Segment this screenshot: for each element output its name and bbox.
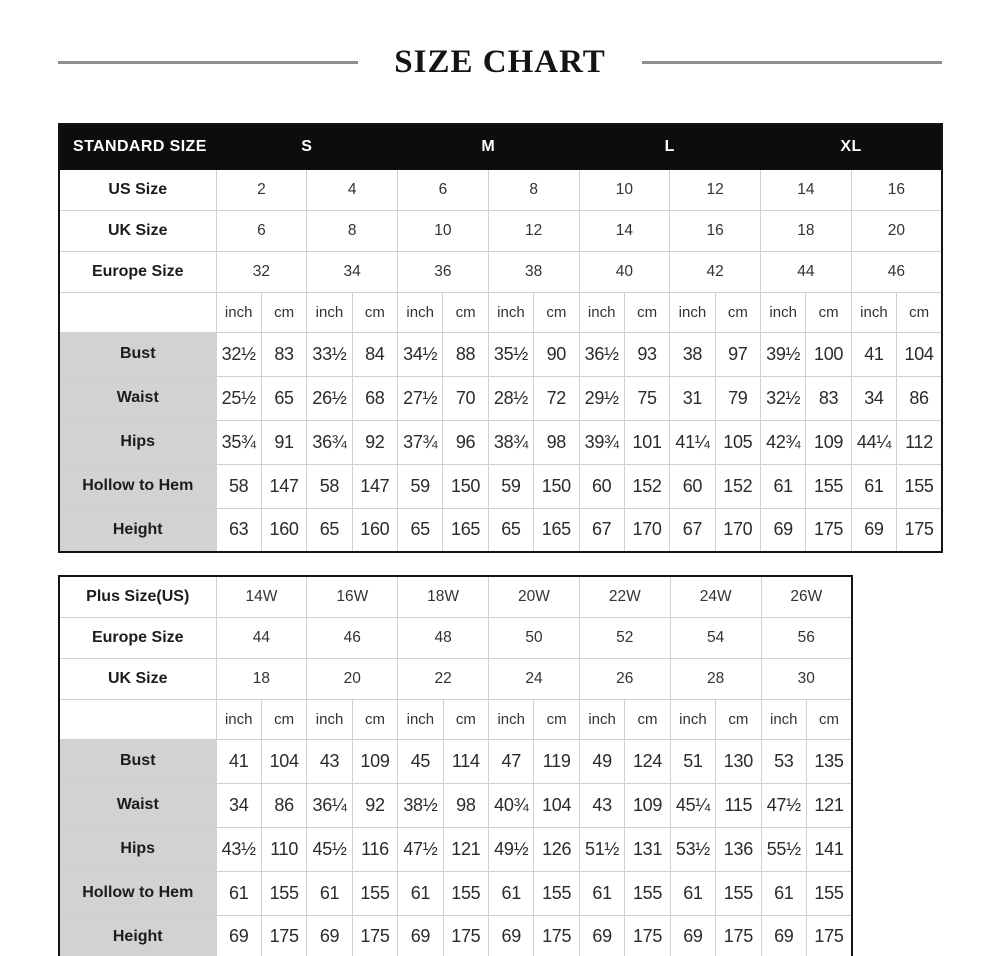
waist-value-cm: 86 <box>261 783 306 827</box>
europe-size-value: 56 <box>761 617 852 658</box>
waist-value-cm: 86 <box>897 376 942 420</box>
height-value-inch: 69 <box>489 915 534 956</box>
unit-label-cm: cm <box>261 292 306 332</box>
height-value-inch: 65 <box>307 508 352 552</box>
height-value-cm: 175 <box>897 508 942 552</box>
row-label-height: Height <box>59 508 216 552</box>
row-label-plus-size-us: Plus Size(US) <box>59 576 216 617</box>
waist-value-inch: 47½ <box>761 783 806 827</box>
hips-value-inch: 53½ <box>670 827 715 871</box>
row-label-bust: Bust <box>59 739 216 783</box>
hips-value-cm: 112 <box>897 420 942 464</box>
row-bust <box>59 332 942 376</box>
hips-value-inch: 44¼ <box>851 420 896 464</box>
title-rule-right <box>642 61 942 64</box>
row-label-us-size: US Size <box>59 169 216 210</box>
hips-value-cm: 105 <box>715 420 760 464</box>
us-size-value: 12 <box>670 169 761 210</box>
row-label-hips: Hips <box>59 420 216 464</box>
unit-label-inch: inch <box>670 292 715 332</box>
hollow-to-hem-value-inch: 61 <box>761 871 806 915</box>
hollow-to-hem-value-cm: 150 <box>443 464 488 508</box>
unit-label-inch: inch <box>398 699 443 739</box>
hips-value-cm: 96 <box>443 420 488 464</box>
hips-value-inch: 49½ <box>489 827 534 871</box>
unit-label-cm: cm <box>352 292 397 332</box>
hips-value-cm: 126 <box>534 827 579 871</box>
waist-value-cm: 115 <box>716 783 761 827</box>
unit-label-cm: cm <box>624 292 669 332</box>
unit-label-inch: inch <box>761 292 806 332</box>
unit-label-inch: inch <box>307 292 352 332</box>
waist-value-inch: 25½ <box>216 376 261 420</box>
unit-label-inch: inch <box>307 699 352 739</box>
height-value-cm: 175 <box>806 508 851 552</box>
hollow-to-hem-value-inch: 61 <box>307 871 352 915</box>
plus-size-us-value: 20W <box>489 576 580 617</box>
bust-value-cm: 130 <box>716 739 761 783</box>
row-label-uk-size: UK Size <box>59 210 216 251</box>
height-value-cm: 160 <box>261 508 306 552</box>
waist-value-inch: 32½ <box>761 376 806 420</box>
waist-value-cm: 75 <box>624 376 669 420</box>
bust-value-inch: 41 <box>851 332 896 376</box>
hips-value-inch: 51½ <box>579 827 624 871</box>
row-label-hollow-to-hem: Hollow to Hem <box>59 871 216 915</box>
waist-value-inch: 26½ <box>307 376 352 420</box>
height-value-inch: 65 <box>488 508 533 552</box>
hollow-to-hem-value-inch: 60 <box>670 464 715 508</box>
bust-value-inch: 45 <box>398 739 443 783</box>
bust-value-cm: 88 <box>443 332 488 376</box>
unit-label-inch: inch <box>489 699 534 739</box>
hips-value-inch: 55½ <box>761 827 806 871</box>
hollow-to-hem-value-cm: 155 <box>443 871 488 915</box>
uk-size-value: 24 <box>489 658 580 699</box>
unit-label-inch: inch <box>216 699 261 739</box>
height-value-inch: 69 <box>851 508 896 552</box>
height-value-cm: 170 <box>715 508 760 552</box>
bust-value-inch: 43 <box>307 739 352 783</box>
bust-value-cm: 100 <box>806 332 851 376</box>
row-height <box>59 915 852 956</box>
europe-size-value: 38 <box>488 251 579 292</box>
size-group-m: M <box>398 124 580 169</box>
bust-value-inch: 49 <box>579 739 624 783</box>
bust-value-cm: 93 <box>624 332 669 376</box>
bust-value-cm: 90 <box>534 332 579 376</box>
hollow-to-hem-value-inch: 59 <box>398 464 443 508</box>
us-size-value: 16 <box>851 169 942 210</box>
europe-size-value: 54 <box>670 617 761 658</box>
unit-label-cm: cm <box>443 699 488 739</box>
unit-label-inch: inch <box>216 292 261 332</box>
hollow-to-hem-value-inch: 61 <box>851 464 896 508</box>
waist-value-inch: 27½ <box>398 376 443 420</box>
waist-value-cm: 72 <box>534 376 579 420</box>
uk-size-value: 20 <box>851 210 942 251</box>
hollow-to-hem-value-cm: 155 <box>625 871 670 915</box>
bust-value-inch: 34½ <box>398 332 443 376</box>
hips-value-inch: 43½ <box>216 827 261 871</box>
uk-size-value: 18 <box>216 658 307 699</box>
waist-value-inch: 31 <box>670 376 715 420</box>
hips-value-cm: 98 <box>534 420 579 464</box>
uk-size-value: 30 <box>761 658 852 699</box>
row-hips <box>59 827 852 871</box>
bust-value-inch: 41 <box>216 739 261 783</box>
uk-size-value: 16 <box>670 210 761 251</box>
row-us-size <box>59 169 942 210</box>
row-uk-size <box>59 658 852 699</box>
waist-value-inch: 43 <box>579 783 624 827</box>
bust-value-inch: 47 <box>489 739 534 783</box>
row-label-waist: Waist <box>59 783 216 827</box>
hollow-to-hem-value-cm: 155 <box>806 871 852 915</box>
size-group-xl: XL <box>761 124 943 169</box>
hollow-to-hem-value-inch: 58 <box>216 464 261 508</box>
europe-size-value: 52 <box>579 617 670 658</box>
uk-size-value: 26 <box>579 658 670 699</box>
row-uk-size <box>59 210 942 251</box>
hollow-to-hem-value-inch: 61 <box>216 871 261 915</box>
bust-value-inch: 39½ <box>761 332 806 376</box>
hips-value-inch: 41¼ <box>670 420 715 464</box>
height-value-inch: 69 <box>670 915 715 956</box>
header-cell-standard-size: STANDARD SIZE <box>59 124 216 169</box>
height-value-inch: 69 <box>761 915 806 956</box>
unit-label-cm: cm <box>625 699 670 739</box>
bust-value-inch: 53 <box>761 739 806 783</box>
height-value-cm: 175 <box>443 915 488 956</box>
uk-size-value: 18 <box>761 210 852 251</box>
hollow-to-hem-value-cm: 152 <box>715 464 760 508</box>
hips-value-cm: 101 <box>624 420 669 464</box>
height-value-cm: 170 <box>624 508 669 552</box>
bust-value-cm: 97 <box>715 332 760 376</box>
waist-value-cm: 65 <box>261 376 306 420</box>
us-size-value: 8 <box>488 169 579 210</box>
unit-label-cm: cm <box>261 699 306 739</box>
uk-size-value: 8 <box>307 210 398 251</box>
hollow-to-hem-value-cm: 155 <box>261 871 306 915</box>
hips-value-inch: 47½ <box>398 827 443 871</box>
plus-size-us-value: 26W <box>761 576 852 617</box>
waist-value-cm: 83 <box>806 376 851 420</box>
height-value-inch: 69 <box>579 915 624 956</box>
row-hollow-to-hem <box>59 464 942 508</box>
unit-label-cm: cm <box>716 699 761 739</box>
us-size-value: 10 <box>579 169 670 210</box>
europe-size-value: 44 <box>761 251 852 292</box>
europe-size-value: 46 <box>851 251 942 292</box>
row-label-height: Height <box>59 915 216 956</box>
bust-value-inch: 32½ <box>216 332 261 376</box>
plus-size-us-value: 16W <box>307 576 398 617</box>
waist-value-inch: 40¾ <box>489 783 534 827</box>
europe-size-value: 40 <box>579 251 670 292</box>
waist-value-cm: 70 <box>443 376 488 420</box>
hips-value-cm: 110 <box>261 827 306 871</box>
unit-row-label-empty <box>59 292 216 332</box>
height-value-inch: 69 <box>761 508 806 552</box>
row-waist <box>59 783 852 827</box>
table-header-row <box>59 124 942 169</box>
unit-label-inch: inch <box>579 292 624 332</box>
hollow-to-hem-value-inch: 59 <box>488 464 533 508</box>
us-size-value: 4 <box>307 169 398 210</box>
height-value-inch: 67 <box>670 508 715 552</box>
bust-value-cm: 84 <box>352 332 397 376</box>
us-size-value: 14 <box>761 169 852 210</box>
bust-value-cm: 114 <box>443 739 488 783</box>
unit-label-cm: cm <box>352 699 397 739</box>
bust-value-inch: 36½ <box>579 332 624 376</box>
height-value-cm: 175 <box>716 915 761 956</box>
row-europe-size <box>59 617 852 658</box>
height-value-inch: 69 <box>307 915 352 956</box>
hollow-to-hem-value-cm: 147 <box>352 464 397 508</box>
unit-label-inch: inch <box>670 699 715 739</box>
height-value-inch: 63 <box>216 508 261 552</box>
row-label-hollow-to-hem: Hollow to Hem <box>59 464 216 508</box>
waist-value-inch: 29½ <box>579 376 624 420</box>
bust-value-cm: 109 <box>352 739 397 783</box>
row-label-uk-size: UK Size <box>59 658 216 699</box>
hollow-to-hem-value-inch: 61 <box>761 464 806 508</box>
unit-label-inch: inch <box>398 292 443 332</box>
europe-size-value: 48 <box>398 617 489 658</box>
bust-value-inch: 38 <box>670 332 715 376</box>
height-value-cm: 165 <box>534 508 579 552</box>
europe-size-value: 46 <box>307 617 398 658</box>
bust-value-inch: 51 <box>670 739 715 783</box>
bust-value-inch: 33½ <box>307 332 352 376</box>
row-hips <box>59 420 942 464</box>
size-tables-container <box>0 123 1000 956</box>
row-height <box>59 508 942 552</box>
page-title: SIZE CHART <box>394 43 606 80</box>
plus-size-us-value: 24W <box>670 576 761 617</box>
hips-value-cm: 141 <box>806 827 852 871</box>
hollow-to-hem-value-inch: 61 <box>579 871 624 915</box>
bust-value-cm: 83 <box>261 332 306 376</box>
row-label-europe-size: Europe Size <box>59 617 216 658</box>
height-value-inch: 69 <box>216 915 261 956</box>
plus-size-us-value: 22W <box>579 576 670 617</box>
waist-value-cm: 79 <box>715 376 760 420</box>
hollow-to-hem-value-inch: 58 <box>307 464 352 508</box>
hollow-to-hem-value-cm: 152 <box>624 464 669 508</box>
size-group-s: S <box>216 124 398 169</box>
unit-row <box>59 699 852 739</box>
unit-label-cm: cm <box>534 699 579 739</box>
uk-size-value: 10 <box>398 210 489 251</box>
hollow-to-hem-value-inch: 61 <box>670 871 715 915</box>
uk-size-value: 6 <box>216 210 307 251</box>
hips-value-cm: 109 <box>806 420 851 464</box>
height-value-cm: 175 <box>806 915 852 956</box>
unit-label-cm: cm <box>806 699 852 739</box>
bust-value-cm: 104 <box>897 332 942 376</box>
hips-value-inch: 39¾ <box>579 420 624 464</box>
hollow-to-hem-value-cm: 155 <box>806 464 851 508</box>
hips-value-cm: 136 <box>716 827 761 871</box>
europe-size-value: 44 <box>216 617 307 658</box>
hips-value-inch: 36¾ <box>307 420 352 464</box>
hollow-to-hem-value-cm: 155 <box>352 871 397 915</box>
hips-value-cm: 116 <box>352 827 397 871</box>
plus-size-table <box>58 575 853 956</box>
hips-value-inch: 37¾ <box>398 420 443 464</box>
uk-size-value: 28 <box>670 658 761 699</box>
row-label-waist: Waist <box>59 376 216 420</box>
hollow-to-hem-value-cm: 155 <box>716 871 761 915</box>
hollow-to-hem-value-cm: 150 <box>534 464 579 508</box>
waist-value-inch: 36¼ <box>307 783 352 827</box>
europe-size-value: 36 <box>398 251 489 292</box>
europe-size-value: 50 <box>489 617 580 658</box>
hips-value-inch: 38¾ <box>488 420 533 464</box>
unit-row-label-empty <box>59 699 216 739</box>
waist-value-inch: 34 <box>216 783 261 827</box>
waist-value-inch: 45¼ <box>670 783 715 827</box>
unit-label-inch: inch <box>579 699 624 739</box>
bust-value-inch: 35½ <box>488 332 533 376</box>
hips-value-cm: 91 <box>261 420 306 464</box>
unit-label-cm: cm <box>443 292 488 332</box>
height-value-cm: 175 <box>352 915 397 956</box>
bust-value-cm: 104 <box>261 739 306 783</box>
height-value-cm: 175 <box>625 915 670 956</box>
hips-value-inch: 45½ <box>307 827 352 871</box>
hips-value-inch: 42¾ <box>761 420 806 464</box>
waist-value-cm: 109 <box>625 783 670 827</box>
row-waist <box>59 376 942 420</box>
us-size-value: 2 <box>216 169 307 210</box>
unit-label-cm: cm <box>534 292 579 332</box>
waist-value-cm: 98 <box>443 783 488 827</box>
row-label-europe-size: Europe Size <box>59 251 216 292</box>
standard-size-table <box>58 123 943 553</box>
height-value-inch: 67 <box>579 508 624 552</box>
uk-size-value: 12 <box>488 210 579 251</box>
plus-size-us-value: 14W <box>216 576 307 617</box>
row-plus-size-us <box>59 576 852 617</box>
height-value-cm: 175 <box>261 915 306 956</box>
hollow-to-hem-value-cm: 155 <box>534 871 579 915</box>
hollow-to-hem-value-inch: 61 <box>489 871 534 915</box>
hollow-to-hem-value-inch: 60 <box>579 464 624 508</box>
height-value-inch: 65 <box>398 508 443 552</box>
title-rule-left <box>58 61 358 64</box>
hollow-to-hem-value-cm: 155 <box>897 464 942 508</box>
hips-value-inch: 35¾ <box>216 420 261 464</box>
size-group-l: L <box>579 124 761 169</box>
waist-value-cm: 121 <box>806 783 852 827</box>
page-title-row <box>58 42 942 82</box>
waist-value-inch: 28½ <box>488 376 533 420</box>
uk-size-value: 14 <box>579 210 670 251</box>
unit-label-cm: cm <box>715 292 760 332</box>
bust-value-cm: 135 <box>806 739 852 783</box>
height-value-cm: 160 <box>352 508 397 552</box>
europe-size-value: 34 <box>307 251 398 292</box>
plus-size-us-value: 18W <box>398 576 489 617</box>
unit-label-cm: cm <box>806 292 851 332</box>
europe-size-value: 42 <box>670 251 761 292</box>
unit-label-cm: cm <box>897 292 942 332</box>
unit-row <box>59 292 942 332</box>
height-value-cm: 165 <box>443 508 488 552</box>
uk-size-value: 22 <box>398 658 489 699</box>
hollow-to-hem-value-cm: 147 <box>261 464 306 508</box>
row-bust <box>59 739 852 783</box>
unit-label-inch: inch <box>488 292 533 332</box>
bust-value-cm: 119 <box>534 739 579 783</box>
uk-size-value: 20 <box>307 658 398 699</box>
row-hollow-to-hem <box>59 871 852 915</box>
europe-size-value: 32 <box>216 251 307 292</box>
waist-value-inch: 34 <box>851 376 896 420</box>
waist-value-cm: 68 <box>352 376 397 420</box>
height-value-cm: 175 <box>534 915 579 956</box>
waist-value-cm: 104 <box>534 783 579 827</box>
unit-label-inch: inch <box>851 292 896 332</box>
hips-value-cm: 92 <box>352 420 397 464</box>
hollow-to-hem-value-inch: 61 <box>398 871 443 915</box>
row-label-hips: Hips <box>59 827 216 871</box>
bust-value-cm: 124 <box>625 739 670 783</box>
row-label-bust: Bust <box>59 332 216 376</box>
waist-value-inch: 38½ <box>398 783 443 827</box>
us-size-value: 6 <box>398 169 489 210</box>
hips-value-cm: 121 <box>443 827 488 871</box>
unit-label-inch: inch <box>761 699 806 739</box>
row-europe-size <box>59 251 942 292</box>
waist-value-cm: 92 <box>352 783 397 827</box>
height-value-inch: 69 <box>398 915 443 956</box>
hips-value-cm: 131 <box>625 827 670 871</box>
